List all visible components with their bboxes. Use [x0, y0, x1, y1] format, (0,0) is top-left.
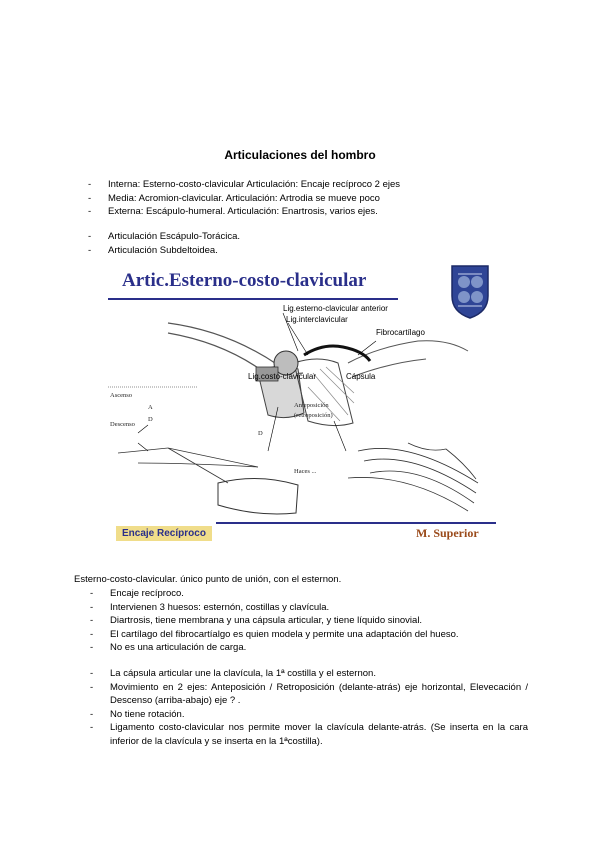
list-item: - Ligamento costo-clavicular nos permite mover la clavícula delante-atrás. (Se inserta en la cara inferior de la clavícula y se inserta en la 1ªcostilla).: [90, 721, 528, 748]
list-item: - La cápsula articular une la clavícula, la 1ª costilla y el esternon.: [90, 667, 528, 681]
label-d2: D: [258, 430, 263, 437]
list-item: - No tiene rotación.: [90, 708, 528, 722]
list-item: - Articulación Escápulo-Torácica.: [88, 230, 518, 244]
page-title: Articulaciones del hombro: [224, 148, 376, 162]
list-item: - El cartílago del fibrocartíalgo es quien modela y permite una adaptación del hueso.: [90, 628, 528, 642]
figure-section: M. Superior: [416, 526, 479, 540]
label-d1: D: [148, 416, 153, 423]
list-item: - Interna: Esterno-costo-clavicular Articulación: Encaje recíproco 2 ejes: [88, 178, 518, 192]
figure-badge: Encaje Recíproco: [116, 526, 212, 541]
label-haces: Haces ...: [294, 468, 317, 475]
figure-title: Artic.Esterno-costo-clavicular: [122, 270, 367, 291]
details-list: [90, 667, 528, 749]
label-retropos: (retroposición): [294, 412, 333, 419]
label-lig-anterior: Lig.esterno-clavicular anterior: [283, 304, 388, 313]
label-antepos: Anteposición: [294, 402, 329, 409]
label-capsula: Cápsula: [346, 372, 376, 381]
anatomy-figure: [108, 258, 496, 548]
list-item: - Externa: Escápulo-humeral. Articulación: Enartrosis, varios ejes.: [88, 205, 518, 219]
list-item: - Media: Acromion-clavicular. Articulación: Artrodia se mueve poco: [88, 192, 518, 206]
label-a: A: [148, 404, 153, 411]
label-descenso: Descenso: [110, 421, 135, 428]
figure-bottom-divider: [216, 522, 496, 524]
intro-text: Esterno-costo-clavicular. único punto de unión, con el esternon.: [74, 574, 342, 585]
list-item: - Encaje recíproco.: [90, 587, 528, 601]
label-fibrocartilage: Fibrocartílago: [376, 328, 425, 337]
features-list: [90, 587, 528, 655]
list-item: - Diartrosis, tiene membrana y una cápsula articular, y tiene líquido sinovial.: [90, 614, 528, 628]
list-item: - Movimiento en 2 ejes: Anteposición / Retroposición (delante-atrás) eje horizontal, Elevecación / Descenso (arriba-abajo) eje ? .: [90, 681, 528, 708]
label-lig-costo: Lig.costo-clavicular: [248, 372, 317, 381]
list-item: - Articulación Subdeltoidea.: [88, 244, 518, 258]
joint-list: [88, 178, 518, 219]
joint-list-secondary: [88, 230, 518, 257]
list-item: - Intervienen 3 huesos: esternón, costillas y clavícula.: [90, 601, 528, 615]
figure-divider: [108, 298, 398, 300]
label-ascenso: Ascenso: [110, 392, 133, 399]
label-lig-inter: Lig.interclavicular: [286, 315, 348, 324]
list-item: - No es una articulación de carga.: [90, 641, 528, 655]
